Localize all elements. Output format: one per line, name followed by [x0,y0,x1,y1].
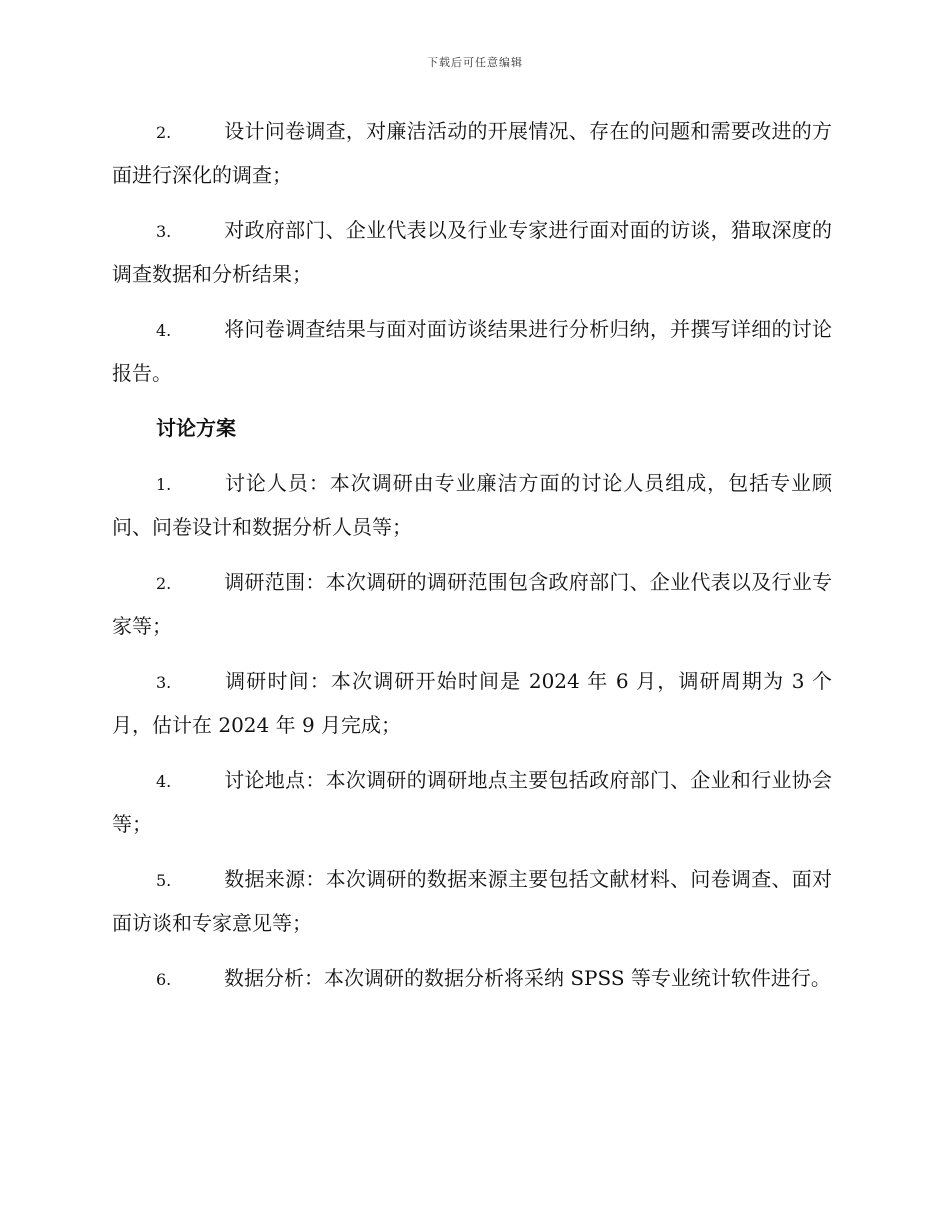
item-number: 4. [156,321,172,340]
item-number: 3. [156,222,172,241]
item-number: 2. [156,574,172,593]
item-number: 2. [156,123,172,142]
item-number: 5. [156,871,172,890]
item-text: 调研范围：本次调研的调研范围包含政府部门、企业代表以及行业专家等； [112,570,832,638]
item-text: 调研时间：本次调研开始时间是 2024 年 6 月，调研周期为 3 个月，估计在 2024 年 9 月完成； [112,669,832,737]
list-item [112,209,832,295]
item-text: 将问卷调查结果与面对面访谈结果进行分析归纳，并撰写详细的讨论报告。 [112,317,832,385]
list-item [112,957,832,1001]
item-text: 对政府部门、企业代表以及行业专家进行面对面的访谈，猎取深度的调查数据和分析结果； [112,218,832,286]
item-text: 讨论地点：本次调研的调研地点主要包括政府部门、企业和行业协会等； [112,768,832,836]
item-number: 1. [156,475,172,494]
item-text: 设计问卷调查，对廉洁活动的开展情况、存在的问题和需要改进的方面进行深化的调查； [112,119,832,187]
list-item [112,308,832,394]
list-item [112,561,832,647]
item-number: 6. [156,970,172,989]
section-heading: 讨论方案 [156,416,236,440]
list-item [112,660,832,746]
list-item [112,110,832,196]
list-item [112,858,832,944]
item-text: 数据分析：本次调研的数据分析将采纳 SPSS 等专业统计软件进行。 [224,966,831,990]
list-item [112,759,832,845]
item-number: 4. [156,772,172,791]
list-item [112,462,832,548]
item-text: 数据来源：本次调研的数据来源主要包括文献材料、问卷调查、面对面访谈和专家意见等； [112,867,832,935]
document-body [112,110,832,1014]
item-text: 讨论人员：本次调研由专业廉洁方面的讨论人员组成，包括专业顾问、问卷设计和数据分析人员等； [112,471,832,539]
item-number: 3. [156,673,172,692]
page-header: 下载后可任意编辑 [427,56,523,69]
